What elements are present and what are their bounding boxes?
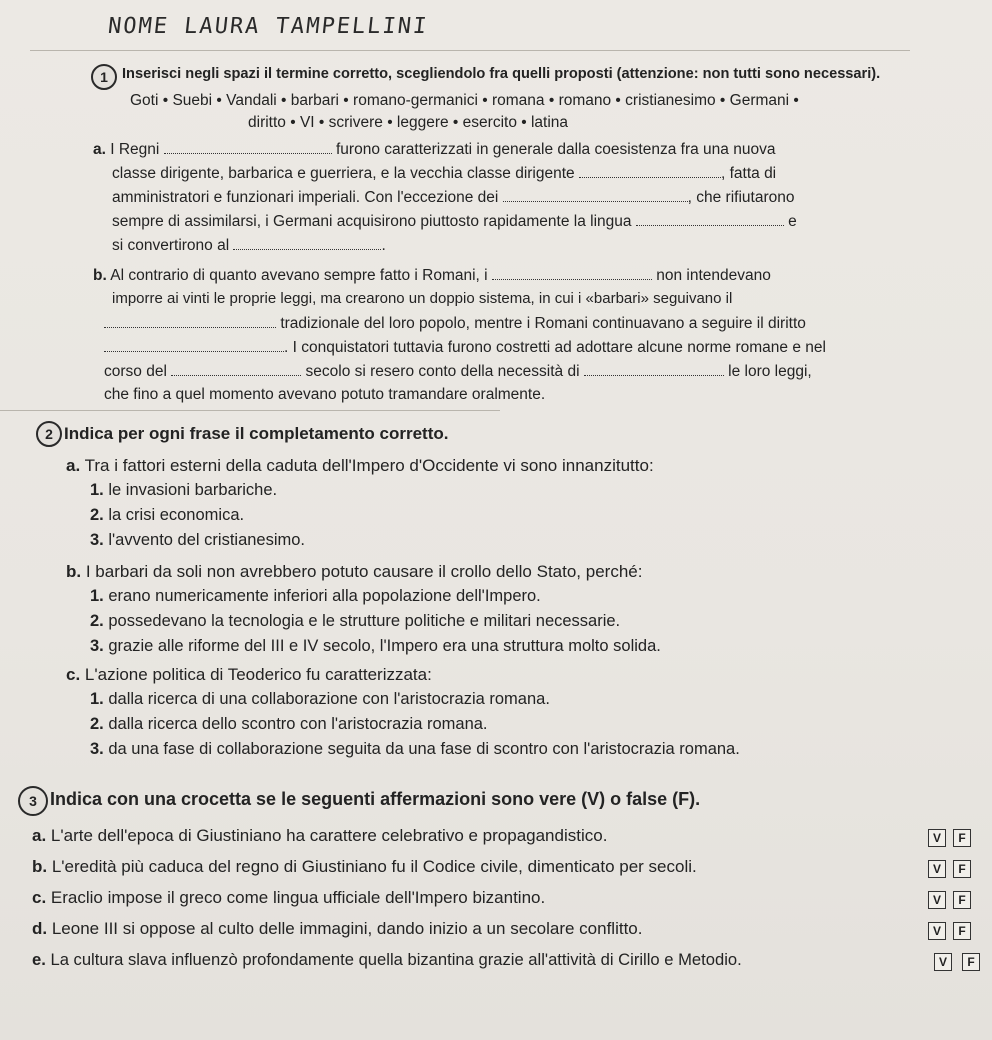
statement-letter: b. — [32, 857, 48, 876]
item-letter-a: a. — [93, 141, 106, 158]
option-a1[interactable] — [90, 481, 277, 500]
option-c2[interactable] — [90, 715, 488, 734]
statement-a — [32, 826, 607, 846]
text: classe dirigente, barbarica e guerriera, e la vecchia classe dirigente — [112, 165, 575, 182]
question-text: L'azione politica di Teoderico fu caratterizzata: — [84, 665, 432, 684]
question-letter: c. — [66, 665, 81, 684]
option-text: dalla ricerca di una collaborazione con l'aristocrazia romana. — [108, 690, 550, 708]
option-text: l'avvento del cristianesimo. — [108, 531, 306, 549]
option-b2[interactable] — [90, 612, 620, 631]
exercise-1a-line-4 — [112, 212, 797, 231]
question-b — [66, 562, 642, 582]
question-c — [66, 665, 432, 685]
exercise-1-instruction: Inserisci negli spazi il termine corretto, scegliendolo fra quelli proposti (attenzione: non tutti sono necessari). — [122, 66, 881, 82]
exercise-1b-line-4 — [104, 338, 826, 357]
exercise-1-options-line-2: diritto • VI • scrivere • leggere • esercito • latina — [248, 114, 569, 131]
false-checkbox-c[interactable]: F — [953, 891, 971, 909]
option-number: 2. — [90, 612, 104, 630]
false-checkbox-d[interactable]: F — [953, 922, 971, 940]
blank-field-9[interactable] — [171, 362, 301, 376]
blank-field-6[interactable] — [492, 266, 652, 280]
question-text: Tra i fattori esterni della caduta dell'Impero d'Occidente vi sono innanzitutto: — [84, 456, 654, 475]
option-number: 3. — [90, 637, 104, 655]
option-b1[interactable] — [90, 587, 541, 606]
exercise-3-number: 3 — [18, 786, 48, 816]
text: le loro leggi, — [728, 363, 812, 380]
question-a — [66, 456, 654, 476]
exercise-1a-line-2 — [112, 164, 776, 183]
exercise-1a-line-5 — [112, 236, 386, 255]
statement-text: L'eredità più caduca del regno di Giustiniano fu il Codice civile, dimenticato per secoli. — [51, 857, 697, 876]
option-text: possedevano la tecnologia e le strutture politiche e militari necessarie. — [108, 612, 621, 630]
exercise-1b-line-5 — [104, 362, 812, 381]
true-checkbox-d[interactable]: V — [928, 922, 946, 940]
text: amministratori e funzionari imperiali. Con l'eccezione dei — [112, 189, 499, 206]
option-text: la crisi economica. — [108, 506, 245, 524]
statement-letter: d. — [32, 919, 48, 938]
option-number: 1. — [90, 587, 104, 605]
exercise-3-instruction: Indica con una crocetta se le seguenti affermazioni sono vere (V) o false (F). — [50, 789, 701, 809]
blank-field-10[interactable] — [584, 362, 724, 376]
option-text: grazie alle riforme del III e IV secolo, l'Impero era una struttura molto solida. — [108, 637, 661, 655]
exercise-1-number: 1 — [91, 64, 117, 90]
blank-field-3[interactable] — [503, 188, 688, 202]
text: secolo si resero conto della necessità di — [305, 363, 580, 380]
statement-text: La cultura slava influenzò profondamente quella bizantina grazie all'attività di Cirillo e Metodio. — [50, 950, 742, 969]
option-text: le invasioni barbariche. — [108, 481, 278, 499]
text: , fatta di — [720, 165, 777, 182]
option-a2[interactable] — [90, 506, 244, 525]
option-number: 3. — [90, 531, 104, 549]
question-text: I barbari da soli non avrebbero potuto causare il crollo dello Stato, perché: — [85, 562, 643, 581]
blank-field-4[interactable] — [636, 212, 784, 226]
statement-text: L'arte dell'epoca di Giustiniano ha carattere celebrativo e propagandistico. — [50, 826, 608, 845]
text: . I conquistatori tuttavia furono costretti ad adottare alcune norme romane e nel — [284, 339, 826, 356]
text: I Regni — [110, 141, 160, 158]
blank-field-7[interactable] — [104, 314, 276, 328]
option-a3[interactable] — [90, 531, 305, 550]
exercise-1b-line-3 — [104, 314, 806, 333]
statement-letter: a. — [32, 826, 47, 845]
statement-b — [32, 857, 697, 877]
statement-letter: c. — [32, 888, 47, 907]
option-c3[interactable] — [90, 740, 740, 759]
text: Al contrario di quanto avevano sempre fatto i Romani, i — [110, 267, 488, 284]
exercise-1-options-line-1: Goti • Suebi • Vandali • barbari • romano-germanici • romana • romano • cristianesimo • Germani • — [130, 92, 799, 109]
question-letter: a. — [66, 456, 81, 475]
text: non intendevano — [656, 267, 771, 284]
statement-c — [32, 888, 545, 908]
blank-field-1[interactable] — [164, 140, 332, 154]
text: , che rifiutarono — [687, 189, 795, 206]
text: tradizionale del loro popolo, mentre i Romani continuavano a seguire il diritto — [280, 315, 806, 332]
true-checkbox-b[interactable]: V — [928, 860, 946, 878]
true-checkbox-e[interactable]: V — [934, 953, 952, 971]
statement-d — [32, 919, 642, 939]
statement-text: Leone III si oppose al culto delle immagini, dando inizio a un secolare conflitto. — [51, 919, 643, 938]
text: si convertirono al — [112, 237, 230, 254]
false-checkbox-b[interactable]: F — [953, 860, 971, 878]
false-checkbox-a[interactable]: F — [953, 829, 971, 847]
exercise-1b-line-6: che fino a quel momento avevano potuto tramandare oralmente. — [104, 386, 546, 403]
option-number: 2. — [90, 506, 104, 524]
text: . — [381, 237, 386, 254]
option-number: 3. — [90, 740, 104, 758]
exercise-1a-line-3 — [112, 188, 794, 207]
blank-field-8[interactable] — [104, 338, 284, 352]
true-checkbox-c[interactable]: V — [928, 891, 946, 909]
option-number: 2. — [90, 715, 104, 733]
option-c1[interactable] — [90, 690, 550, 709]
option-number: 1. — [90, 481, 104, 499]
section-divider — [0, 410, 500, 411]
exercise-1b-line-2: imporre ai vinti le proprie leggi, ma crearono un doppio sistema, in cui i «barbari» seguivano il — [112, 290, 733, 307]
top-divider — [30, 50, 910, 51]
statement-text: Eraclio impose il greco come lingua ufficiale dell'Impero bizantino. — [50, 888, 546, 907]
false-checkbox-e[interactable]: F — [962, 953, 980, 971]
blank-field-2[interactable] — [579, 164, 721, 178]
option-text: dalla ricerca dello scontro con l'aristocrazia romana. — [108, 715, 488, 733]
option-text: da una fase di collaborazione seguita da una fase di scontro con l'aristocrazia romana. — [108, 740, 740, 758]
text: e — [788, 213, 797, 230]
student-name-handwriting: NOME LAURA TAMPELLINI — [106, 14, 430, 39]
exercise-1b-line-1 — [93, 266, 771, 285]
exercise-2-instruction: Indica per ogni frase il completamento corretto. — [64, 424, 449, 443]
option-number: 1. — [90, 690, 104, 708]
text: sempre di assimilarsi, i Germani acquisirono piuttosto rapidamente la lingua — [112, 213, 632, 230]
statement-e — [32, 950, 742, 970]
question-letter: b. — [66, 562, 82, 581]
blank-field-5[interactable] — [233, 236, 381, 250]
option-text: erano numericamente inferiori alla popolazione dell'Impero. — [108, 587, 541, 605]
exercise-2-number: 2 — [36, 421, 62, 447]
item-letter-b: b. — [93, 267, 107, 284]
option-b3[interactable] — [90, 637, 661, 656]
text: corso del — [104, 363, 167, 380]
text: furono caratterizzati in generale dalla coesistenza fra una nuova — [336, 141, 776, 158]
exercise-1a-line-1 — [93, 140, 775, 159]
true-checkbox-a[interactable]: V — [928, 829, 946, 847]
statement-letter: e. — [32, 950, 46, 969]
